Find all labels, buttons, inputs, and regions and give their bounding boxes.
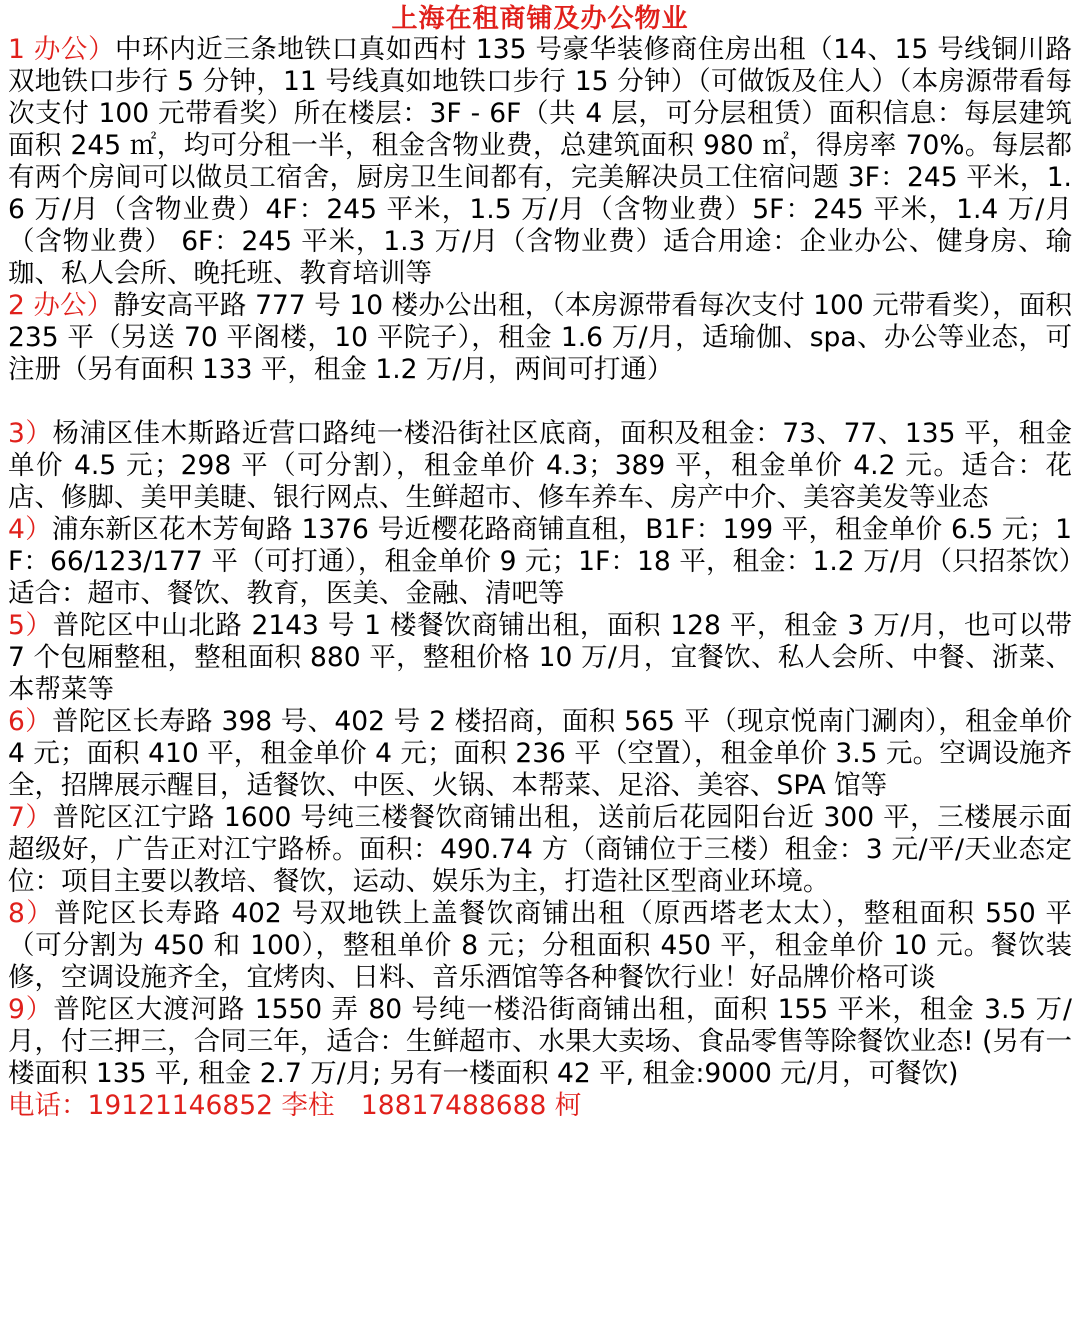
listing-number: 2 办公）: [8, 290, 114, 321]
listing-text: 普陀区中山北路 2143 号 1 楼餐饮商铺出租，面积 128 平，租金 3 万/月，也可以带 7 个包厢整租，整租面积 880 平，整租价格 10 万/月，宜餐饮、私人会所、中餐、浙菜、本帮菜等: [8, 610, 1072, 705]
listing-3: [8, 418, 1072, 514]
listing-text: 普陀区大渡河路 1550 弄 80 号纯一楼沿街商铺出租，面积 155 平米，租金 3.5 万/月，付三押三，合同三年，适合：生鲜超市、水果大卖场、食品零售等除餐饮业态! (另有一楼面积 135 平, 租金 2.7 万/月; 另有一楼面积 42 平, 租金:9000 元/月，可餐饮): [8, 994, 1072, 1089]
listing-number: 8）: [8, 898, 55, 929]
listing-number: 3）: [8, 418, 53, 449]
listing-text: 静安高平路 777 号 10 楼办公出租，（本房源带看每次支付 100 元带看奖），面积 235 平（另送 70 平阁楼，10 平院子），租金 1.6 万/月，适瑜伽、spa、办公等业态，可注册（另有面积 133 平，租金 1.2 万/月，两间可打通）: [8, 290, 1072, 385]
listing-4: [8, 514, 1072, 610]
contact-phone: 电话：19121146852 李柱 18817488688 柯: [8, 1090, 582, 1121]
listing-text: 普陀区长寿路 402 号双地铁上盖餐饮商铺出租（原西塔老太太），整租面积 550 平（可分割为 450 和 100），整租单价 8 元；分租面积 450 平，租金单价 10 元。餐饮装修，空调设施齐全，宜烤肉、日料、音乐酒馆等各种餐饮行业！好品牌价格可谈: [8, 898, 1072, 993]
listing-number: 4）: [8, 514, 52, 545]
listing-text: 普陀区江宁路 1600 号纯三楼餐饮商铺出租，送前后花园阳台近 300 平，三楼展示面超级好，广告正对江宁路桥。面积：490.74 方（商铺位于三楼）租金：3 元/平/天业态定位：项目主要以教培、餐饮，运动、娱乐为主，打造社区型商业环境。: [8, 802, 1072, 897]
listing-number: 1 办公）: [8, 34, 116, 65]
listing-number: 7）: [8, 802, 53, 833]
listing-number: 9）: [8, 994, 54, 1025]
listing-6: [8, 706, 1072, 802]
listing-number: 5）: [8, 610, 53, 641]
listing-number: 6）: [8, 706, 52, 737]
listing-text: 中环内近三条地铁口真如西村 135 号豪华装修商住房出租（14、15 号线铜川路双地铁口步行 5 分钟，11 号线真如地铁口步行 15 分钟）（可做饭及住人）（本房源带看每次支付 100 元带看奖）所在楼层：3F - 6F（共 4 层，可分层租赁）面积信息：每层建筑面积 245 ㎡，均可分租一半，租金含物业费，总建筑面积 980 ㎡，得房率 70%。每层都有两个房间可以做员工宿舍，厨房卫生间都有，完美解决员工住宿问题 3F：245 平米，1.6 万/月（含物业费）4F：245 平米，1.5 万/月（含物业费）5F：245 平米，1.4 万/月（含物业费） 6F：245 平米，1.3 万/月（含物业费）适合用途：企业办公、健身房、瑜珈、私人会所、晚托班、教育培训等: [8, 34, 1072, 289]
listing-text: 普陀区长寿路 398 号、402 号 2 楼招商，面积 565 平（现京悦南门涮肉），租金单价 4 元；面积 410 平，租金单价 4 元；面积 236 平（空置），租金单价 3.5 元。空调设施齐全，招牌展示醒目，适餐饮、中医、火锅、本帮菜、足浴、美容、SPA 馆等: [8, 706, 1072, 801]
listing-2: [8, 290, 1072, 386]
listing-7: [8, 802, 1072, 898]
listing-5: [8, 610, 1072, 706]
page-title: 上海在租商铺及办公物业: [391, 4, 689, 34]
spacer: [8, 386, 1072, 418]
listing-text: 杨浦区佳木斯路近营口路纯一楼沿街社区底商，面积及租金：73、77、135 平，租金单价 4.5 元；298 平（可分割），租金单价 4.3；389 平，租金单价 4.2 元。适合：花店、修脚、美甲美睫、银行网点、生鲜超市、修车养车、房产中介、美容美发等业态: [8, 418, 1072, 513]
listing-8: [8, 898, 1072, 994]
listing-text: 浦东新区花木芳甸路 1376 号近樱花路商铺直租，B1F：199 平，租金单价 6.5 元；1F：66/123/177 平（可打通），租金单价 9 元；1F：18 平，租金：1.2 万/月（只招茶饮）适合：超市、餐饮、教育，医美、金融、清吧等: [8, 514, 1072, 609]
listing-1: [8, 34, 1072, 290]
listing-9: [8, 994, 1072, 1090]
